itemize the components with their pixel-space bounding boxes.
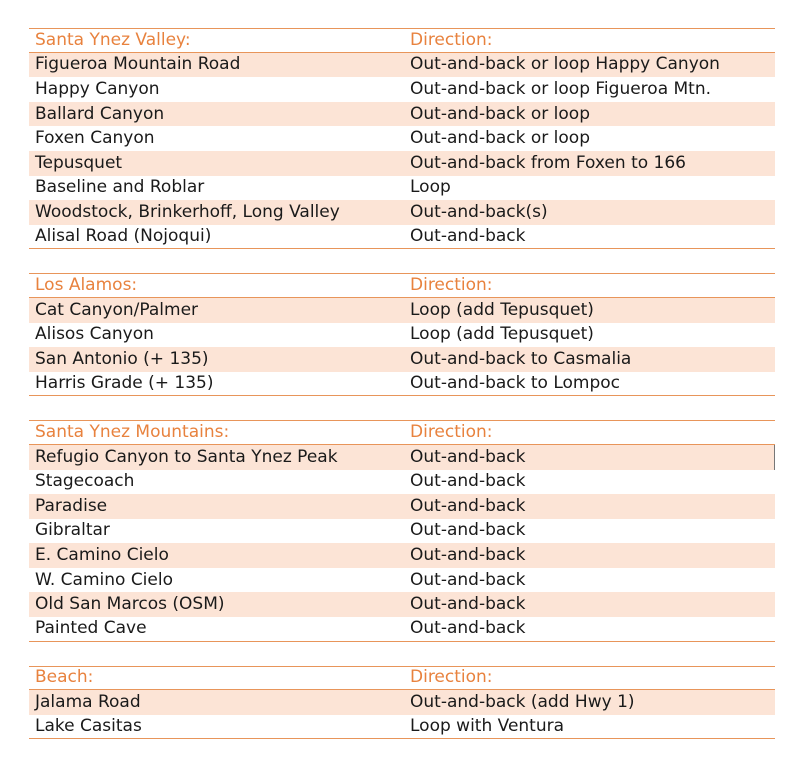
route-direction: Out-and-back — [410, 545, 526, 566]
section-header — [29, 666, 775, 691]
route-direction: Out-and-back to Casmalia — [410, 348, 632, 369]
route-name: Refugio Canyon to Santa Ynez Peak — [35, 446, 338, 467]
route-direction: Out-and-back — [410, 471, 526, 492]
table-row — [29, 151, 775, 176]
direction-header: Direction: — [410, 29, 493, 50]
section-santa-ynez-mountains — [29, 420, 775, 641]
route-name: Figueroa Mountain Road — [35, 54, 241, 75]
route-direction: Out-and-back or loop Figueroa Mtn. — [410, 78, 712, 99]
route-name: Happy Canyon — [35, 78, 160, 99]
table-row — [29, 592, 775, 617]
table-row — [29, 225, 775, 250]
direction-header: Direction: — [410, 422, 493, 443]
route-name: Gibraltar — [35, 520, 110, 541]
route-name: Ballard Canyon — [35, 103, 165, 124]
route-name: Woodstock, Brinkerhoff, Long Valley — [35, 201, 340, 222]
direction-header: Direction: — [410, 667, 493, 688]
route-direction: Out-and-back to Lompoc — [410, 373, 621, 394]
table-row — [29, 543, 775, 568]
table-row — [29, 347, 775, 372]
route-direction: Out-and-back or loop — [410, 128, 590, 149]
table-row — [29, 494, 775, 519]
route-name: Lake Casitas — [35, 716, 142, 737]
route-name: Alisal Road (Nojoqui) — [35, 226, 212, 247]
table-row — [29, 568, 775, 593]
direction-header: Direction: — [410, 275, 493, 296]
table-row — [29, 200, 775, 225]
route-direction: Out-and-back from Foxen to 166 — [410, 152, 686, 173]
route-direction: Out-and-back — [410, 618, 526, 639]
route-direction: Out-and-back — [410, 520, 526, 541]
table-row — [29, 445, 775, 470]
section-header — [29, 273, 775, 298]
route-document — [29, 28, 775, 739]
route-name: Harris Grade (+ 135) — [35, 373, 214, 394]
route-direction: Loop (add Tepusquet) — [410, 299, 594, 320]
table-row — [29, 126, 775, 151]
table-row — [29, 372, 775, 397]
route-direction: Out-and-back (add Hwy 1) — [410, 692, 635, 713]
table-row — [29, 323, 775, 348]
route-name: Cat Canyon/Palmer — [35, 299, 199, 320]
table-row — [29, 176, 775, 201]
section-header — [29, 28, 775, 53]
table-row — [29, 715, 775, 740]
route-direction: Loop — [410, 177, 451, 198]
route-name: W. Camino Cielo — [35, 569, 173, 590]
table-row — [29, 617, 775, 642]
table-row — [29, 298, 775, 323]
route-name: Foxen Canyon — [35, 128, 155, 149]
section-header — [29, 420, 775, 445]
table-row — [29, 77, 775, 102]
route-name: Paradise — [35, 495, 108, 516]
table-row — [29, 690, 775, 715]
route-direction: Loop (add Tepusquet) — [410, 324, 594, 345]
route-direction: Out-and-back — [410, 495, 526, 516]
route-direction: Loop with Ventura — [410, 716, 565, 737]
route-name: Tepusquet — [35, 152, 123, 173]
route-name: Jalama Road — [35, 692, 141, 713]
table-row — [29, 102, 775, 127]
route-direction: Out-and-back(s) — [410, 201, 548, 222]
section-title: Los Alamos: — [35, 275, 138, 296]
route-direction: Out-and-back or loop Happy Canyon — [410, 54, 720, 75]
route-name: Painted Cave — [35, 618, 147, 639]
section-beach — [29, 666, 775, 740]
route-name: Alisos Canyon — [35, 324, 154, 345]
route-direction: Out-and-back — [410, 569, 526, 590]
route-direction: Out-and-back — [410, 446, 526, 467]
table-row — [29, 470, 775, 495]
route-direction: Out-and-back or loop — [410, 103, 590, 124]
section-santa-ynez-valley — [29, 28, 775, 249]
section-title: Santa Ynez Mountains: — [35, 422, 230, 443]
route-name: Old San Marcos (OSM) — [35, 594, 225, 615]
section-los-alamos — [29, 273, 775, 396]
table-row — [29, 53, 775, 78]
section-title: Santa Ynez Valley: — [35, 29, 191, 50]
route-direction: Out-and-back — [410, 594, 526, 615]
route-name: San Antonio (+ 135) — [35, 348, 209, 369]
section-title: Beach: — [35, 667, 94, 688]
route-name: Stagecoach — [35, 471, 135, 492]
table-row — [29, 519, 775, 544]
route-name: E. Camino Cielo — [35, 545, 169, 566]
route-direction: Out-and-back — [410, 226, 526, 247]
route-name: Baseline and Roblar — [35, 177, 205, 198]
